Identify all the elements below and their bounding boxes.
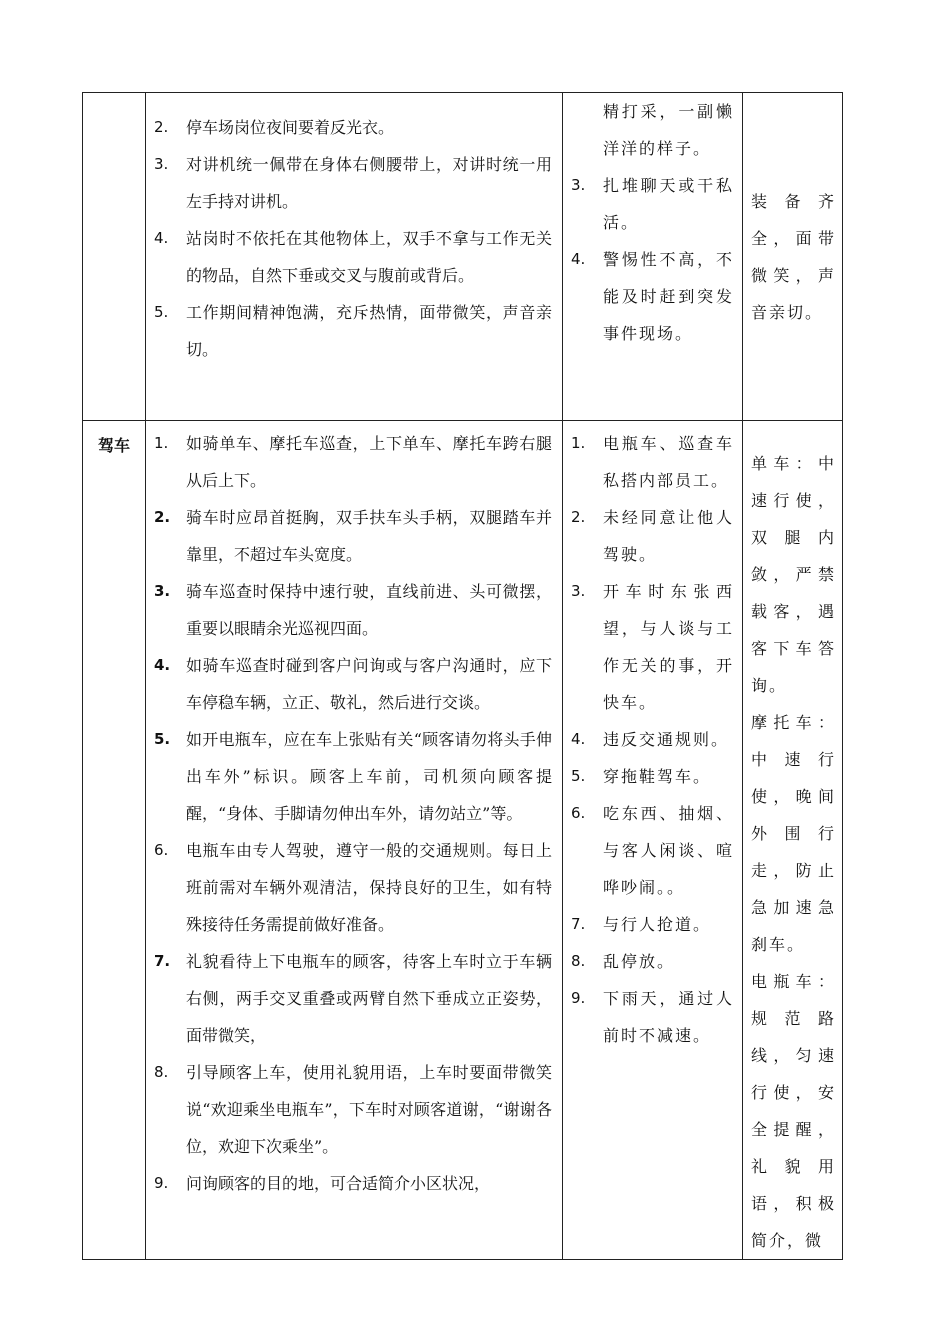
standard-item	[146, 1054, 562, 1165]
item-number: 3.	[154, 582, 171, 600]
requirements-cell	[743, 93, 843, 421]
violation-item	[563, 721, 742, 758]
item-number: 6.	[571, 804, 586, 822]
standard-item	[146, 721, 562, 832]
item-text: 骑车巡查时保持中速行驶，直线前进、头可微摆，重要以眼睛余光巡视四面。	[186, 582, 552, 638]
item-text: 未经同意让他人驾驶。	[603, 508, 734, 564]
table-row	[83, 93, 843, 421]
standard-item	[146, 146, 562, 220]
item-number: 3.	[571, 582, 586, 600]
item-text: 骑车时应昂首挺胸，双手扶车头手柄，双腿踏车并靠里，不超过车头宽度。	[186, 508, 552, 564]
violation-item	[563, 758, 742, 795]
requirement-text: 摩托车：中速行使，晚间外围行走，防止急加速急刹车。	[751, 713, 836, 954]
item-text: 如开电瓶车，应在车上张贴有关“顾客请勿将头手伸出车外”标识。顾客上车前，司机须向顾客提醒，“身体、手脚请勿伸出车外，请勿站立”等。	[186, 730, 552, 823]
item-text: 引导顾客上车，使用礼貌用语，上车时要面带微笑说“欢迎乘坐电瓶车”，下车时对顾客道谢，“谢谢各位，欢迎下次乘坐”。	[186, 1063, 552, 1156]
item-number: 2.	[154, 508, 171, 526]
standard-item	[146, 220, 562, 294]
item-number: 6.	[154, 841, 169, 859]
item-number: 2.	[571, 508, 586, 526]
item-number: 5.	[154, 303, 169, 321]
category-cell	[83, 93, 146, 421]
item-number: 1.	[571, 434, 586, 452]
violation-item	[563, 425, 742, 499]
standard-item	[146, 499, 562, 573]
item-text: 与行人抢道。	[603, 915, 712, 934]
item-text: 扎堆聊天或干私活。	[603, 176, 734, 232]
item-text: 违反交通规则。	[603, 730, 730, 749]
violation-item	[563, 499, 742, 573]
item-text: 下雨天，通过人前时不减速。	[603, 989, 734, 1045]
item-number: 4.	[571, 730, 586, 748]
item-text: 礼貌看待上下电瓶车的顾客，待客上车时立于车辆右侧，两手交叉重叠或两臂自然下垂成立正姿势，面带微笑，	[186, 952, 552, 1045]
item-number: 5.	[154, 730, 171, 748]
standard-item	[146, 647, 562, 721]
violations-cell	[563, 93, 743, 421]
item-number: 2.	[154, 118, 169, 136]
item-number: 4.	[571, 250, 586, 268]
item-text: 乱停放。	[603, 952, 676, 971]
standard-item	[146, 943, 562, 1054]
item-number: 3.	[154, 155, 169, 173]
standards-table	[82, 92, 843, 1260]
item-text: 对讲机统一佩带在身体右侧腰带上，对讲时统一用左手持对讲机。	[186, 155, 552, 211]
item-text: 警惕性不高，不能及时赶到突发事件现场。	[603, 250, 734, 343]
violation-item	[563, 241, 742, 352]
standard-item	[146, 109, 562, 146]
item-text: 穿拖鞋驾车。	[603, 767, 712, 786]
item-number: 3.	[571, 176, 586, 194]
standard-item	[146, 832, 562, 943]
requirement-text: 电瓶车：规范路线，匀速行使，安全提醒，礼貌用语，积极简介，微	[751, 972, 836, 1250]
violation-item	[563, 980, 742, 1054]
item-number: 4.	[154, 656, 171, 674]
violation-item	[563, 906, 742, 943]
item-text: 电瓶车由专人驾驶，遵守一般的交通规则。每日上班前需对车辆外观清洁，保持良好的卫生，如有特殊接待任务需提前做好准备。	[186, 841, 552, 934]
item-text: 停车场岗位夜间要着反光衣。	[186, 118, 395, 137]
item-number: 7.	[154, 952, 171, 970]
item-number: 9.	[154, 1174, 169, 1192]
violation-item	[563, 795, 742, 906]
violations-cell	[563, 421, 743, 1260]
item-text: 问询顾客的目的地，可合适简介小区状况，	[186, 1174, 491, 1193]
violation-item	[563, 943, 742, 980]
violation-item	[563, 167, 742, 241]
category-cell: 驾车	[83, 421, 146, 1260]
item-text: 吃东西、抽烟、与客人闲谈、喧哗吵闹。。	[603, 804, 734, 897]
item-number: 8.	[154, 1063, 169, 1081]
item-number: 4.	[154, 229, 169, 247]
requirement-text: 单车：中速行使，双腿内敛，严禁载客，遇客下车答询。	[751, 454, 836, 695]
item-text: 如骑车巡查时碰到客户问询或与客户沟通时，应下车停稳车辆，立正、敬礼，然后进行交谈。	[186, 656, 552, 712]
standards-cell	[146, 93, 563, 421]
item-number: 1.	[154, 434, 169, 452]
item-text: 开车时东张西望，与人谈与工作无关的事，开快车。	[603, 582, 734, 712]
standard-item	[146, 573, 562, 647]
standard-item	[146, 294, 562, 368]
item-text: 如骑单车、摩托车巡查，上下单车、摩托车跨右腿从后上下。	[186, 434, 552, 490]
standard-item	[146, 425, 562, 499]
item-text: 站岗时不依托在其他物体上，双手不拿与工作无关的物品，自然下垂或交叉与腹前或背后。	[186, 229, 552, 285]
item-number: 8.	[571, 952, 586, 970]
item-text: 工作期间精神饱满，充斥热情，面带微笑，声音亲切。	[186, 303, 552, 359]
item-text: 电瓶车、巡查车私搭内部员工。	[603, 434, 734, 490]
requirements-cell	[743, 421, 843, 1260]
item-number: 9.	[571, 989, 586, 1007]
violation-continued-text: 精打采，一副懒洋洋的样子。	[603, 102, 734, 158]
table-row	[83, 421, 843, 1260]
item-number: 5.	[571, 767, 586, 785]
item-number: 7.	[571, 915, 586, 933]
standards-cell	[146, 421, 563, 1260]
standard-item	[146, 1165, 562, 1202]
violation-item	[563, 573, 742, 721]
requirement-text: 装备齐全，面带微笑，声音亲切。	[751, 191, 836, 322]
